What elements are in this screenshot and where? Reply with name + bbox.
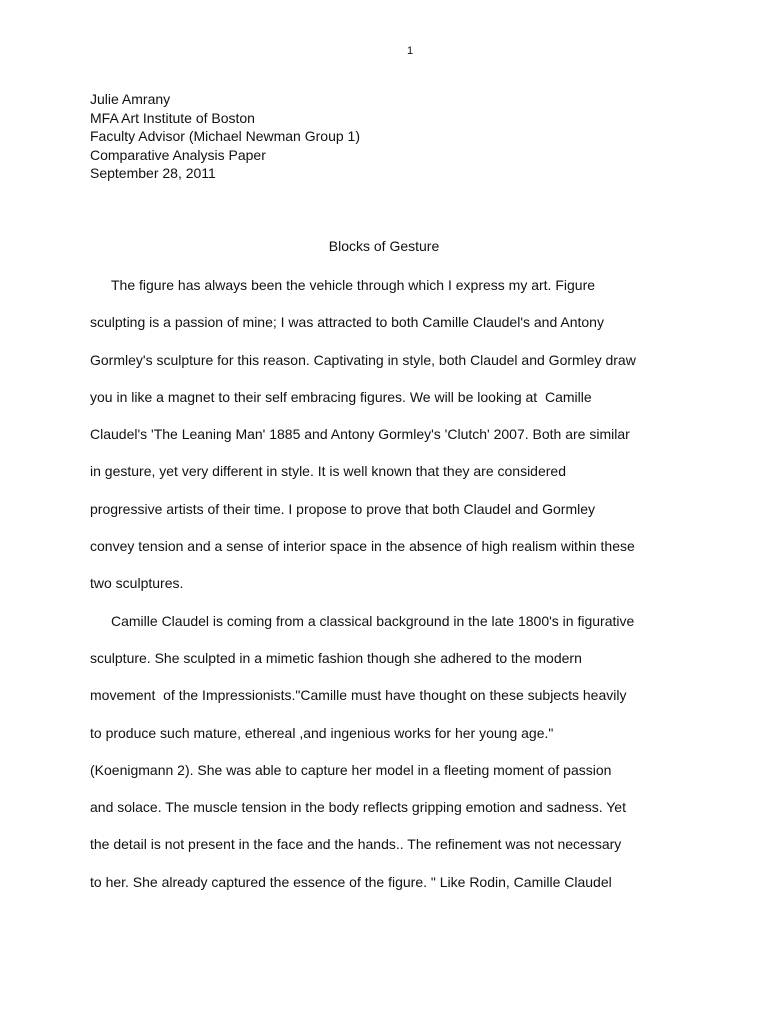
- body-line: the detail is not present in the face and the hands.. The refinement was not necessary: [90, 836, 622, 853]
- program-name: MFA Art Institute of Boston: [90, 109, 255, 126]
- body-line: sculpture. She sculpted in a mimetic fashion though she adhered to the modern: [90, 649, 582, 666]
- body-line: to produce such mature, ethereal ,and ingenious works for her young age.": [90, 724, 554, 741]
- body-line: convey tension and a sense of interior space in the absence of high realism within these: [90, 538, 635, 555]
- body-line: The figure has always been the vehicle through which I express my art. Figure: [111, 277, 596, 293]
- body-line: movement of the Impressionists."Camille must have thought on these subjects heavily: [90, 687, 627, 704]
- paper-date: September 28, 2011: [90, 165, 216, 182]
- body-line: you in like a magnet to their self embracing figures. We will be looking at Camille: [90, 388, 592, 405]
- body-line: in gesture, yet very different in style. It is well known that they are considered: [90, 463, 566, 480]
- author-header: [90, 90, 360, 183]
- body-line: Claudel's 'The Leaning Man' 1885 and Antony Gormley's 'Clutch' 2007. Both are similar: [90, 426, 630, 443]
- page-number: 1: [406, 45, 414, 57]
- paper-title: Blocks of Gesture: [328, 238, 440, 254]
- body-line: to her. She already captured the essence of the figure. " Like Rodin, Camille Claudel: [90, 873, 612, 890]
- body-line: two sculptures.: [90, 575, 184, 592]
- paper-type: Comparative Analysis Paper: [90, 146, 266, 163]
- body-line: Gormley's sculpture for this reason. Captivating in style, both Claudel and Gormley draw: [90, 351, 636, 368]
- body-line: (Koenigmann 2). She was able to capture her model in a fleeting moment of passion: [90, 761, 612, 778]
- body-line: sculpting is a passion of mine; I was attracted to both Camille Claudel's and Antony: [90, 314, 604, 331]
- body-line: Camille Claudel is coming from a classical background in the late 1800's in figurative: [111, 612, 635, 629]
- body-line: progressive artists of their time. I propose to prove that both Claudel and Gormley: [90, 500, 596, 517]
- paper-body: [90, 276, 636, 910]
- author-name: Julie Amrany: [90, 91, 171, 107]
- faculty-advisor: Faculty Advisor (Michael Newman Group 1): [90, 128, 360, 145]
- body-line: and solace. The muscle tension in the body reflects gripping emotion and sadness. Yet: [90, 799, 626, 816]
